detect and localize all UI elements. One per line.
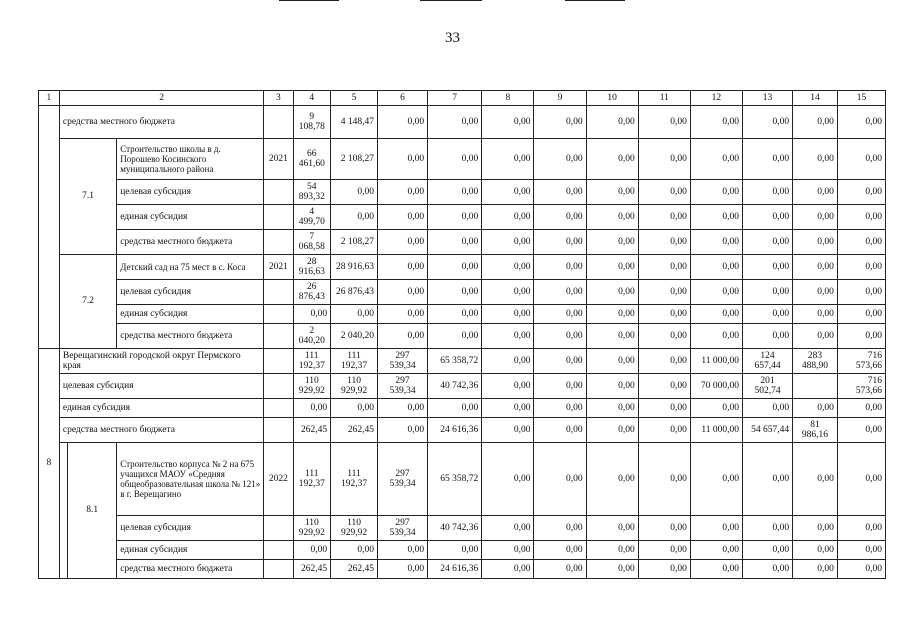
value-cell: 0,00 <box>586 560 638 579</box>
row-name-cell: целевая субсидия <box>117 516 264 541</box>
value-cell: 297 539,34 <box>378 516 428 541</box>
col-num-10: 10 <box>586 91 638 106</box>
row-name-cell: Верещагинский городской округ Пермского края <box>59 349 263 374</box>
col-num-1: 1 <box>39 91 60 106</box>
value-cell: 0,00 <box>638 418 690 443</box>
value-cell: 11 000,00 <box>690 349 742 374</box>
value-cell: 0,00 <box>428 399 482 418</box>
value-cell: 40 742,36 <box>428 516 482 541</box>
value-cell: 0,00 <box>586 305 638 324</box>
value-cell: 0,00 <box>638 305 690 324</box>
value-cell: 297 539,34 <box>378 349 428 374</box>
year-cell <box>264 541 293 560</box>
value-cell: 201 502,74 <box>743 374 793 399</box>
value-cell: 28 916,63 <box>293 255 331 280</box>
value-cell: 0,00 <box>428 280 482 305</box>
value-cell: 0,00 <box>586 180 638 205</box>
table-row <box>39 374 886 399</box>
value-cell: 0,00 <box>743 255 793 280</box>
row-name-cell: средства местного бюджета <box>117 324 264 349</box>
subgroup-number: 7.2 <box>59 255 116 349</box>
value-cell: 0,00 <box>428 180 482 205</box>
value-cell: 0,00 <box>638 443 690 516</box>
value-cell: 0,00 <box>793 106 838 139</box>
value-cell: 0,00 <box>690 106 742 139</box>
value-cell: 0,00 <box>837 516 885 541</box>
value-cell: 0,00 <box>638 139 690 180</box>
value-cell: 262,45 <box>331 560 378 579</box>
header-rule-center <box>420 0 482 1</box>
year-cell <box>264 516 293 541</box>
value-cell: 0,00 <box>638 280 690 305</box>
value-cell: 0,00 <box>837 106 885 139</box>
value-cell: 0,00 <box>482 399 534 418</box>
value-cell: 0,00 <box>690 230 742 255</box>
value-cell: 2 040,20 <box>293 324 331 349</box>
value-cell: 0,00 <box>638 374 690 399</box>
table-row <box>39 443 886 516</box>
value-cell: 0,00 <box>793 541 838 560</box>
value-cell: 0,00 <box>690 255 742 280</box>
value-cell: 0,00 <box>793 255 838 280</box>
value-cell: 0,00 <box>690 180 742 205</box>
value-cell: 0,00 <box>837 560 885 579</box>
row-name-cell: единая субсидия <box>117 205 264 230</box>
table-row <box>39 139 886 180</box>
table-row <box>39 541 886 560</box>
value-cell: 0,00 <box>428 541 482 560</box>
value-cell: 0,00 <box>293 541 331 560</box>
table-row <box>39 560 886 579</box>
value-cell: 0,00 <box>743 106 793 139</box>
value-cell: 0,00 <box>534 516 586 541</box>
table-row <box>39 324 886 349</box>
value-cell: 0,00 <box>743 541 793 560</box>
table-row <box>39 418 886 443</box>
value-cell: 0,00 <box>743 205 793 230</box>
value-cell: 0,00 <box>690 280 742 305</box>
value-cell: 2 108,27 <box>331 139 378 180</box>
row-name-cell: средства местного бюджета <box>59 418 263 443</box>
year-cell: 2022 <box>264 443 293 516</box>
col-num-4: 4 <box>293 91 331 106</box>
value-cell: 0,00 <box>638 205 690 230</box>
value-cell: 0,00 <box>743 280 793 305</box>
value-cell: 716 573,66 <box>837 349 885 374</box>
value-cell: 0,00 <box>638 349 690 374</box>
row-name-cell: Строительство школы в д. Порошево Косинского муниципального района <box>117 139 264 180</box>
value-cell: 0,00 <box>837 280 885 305</box>
value-cell: 0,00 <box>482 255 534 280</box>
table-row <box>39 106 886 139</box>
year-cell <box>264 230 293 255</box>
value-cell: 297 539,34 <box>378 374 428 399</box>
value-cell: 0,00 <box>331 541 378 560</box>
year-cell <box>264 305 293 324</box>
value-cell: 297 539,34 <box>378 443 428 516</box>
value-cell: 0,00 <box>428 106 482 139</box>
value-cell: 111 192,37 <box>293 443 331 516</box>
col-num-11: 11 <box>638 91 690 106</box>
value-cell: 0,00 <box>837 255 885 280</box>
value-cell: 0,00 <box>837 230 885 255</box>
value-cell: 716 573,66 <box>837 374 885 399</box>
value-cell: 0,00 <box>482 560 534 579</box>
value-cell: 0,00 <box>378 541 428 560</box>
value-cell: 0,00 <box>482 205 534 230</box>
value-cell: 0,00 <box>743 516 793 541</box>
value-cell: 26 876,43 <box>293 280 331 305</box>
value-cell: 0,00 <box>586 324 638 349</box>
budget-table <box>38 90 886 579</box>
value-cell: 0,00 <box>743 180 793 205</box>
value-cell: 28 916,63 <box>331 255 378 280</box>
value-cell: 0,00 <box>482 418 534 443</box>
value-cell: 0,00 <box>743 139 793 180</box>
col-num-3: 3 <box>264 91 293 106</box>
header-rule-left <box>279 0 339 1</box>
value-cell: 0,00 <box>837 324 885 349</box>
value-cell: 0,00 <box>638 230 690 255</box>
value-cell: 0,00 <box>638 180 690 205</box>
value-cell: 0,00 <box>793 399 838 418</box>
value-cell: 0,00 <box>793 230 838 255</box>
table-row <box>39 399 886 418</box>
value-cell: 0,00 <box>378 205 428 230</box>
header-rule-right <box>565 0 625 1</box>
table-row <box>39 230 886 255</box>
value-cell: 262,45 <box>293 560 331 579</box>
value-cell: 0,00 <box>837 443 885 516</box>
year-cell: 2021 <box>264 255 293 280</box>
value-cell: 0,00 <box>690 305 742 324</box>
value-cell: 0,00 <box>638 324 690 349</box>
value-cell: 0,00 <box>690 560 742 579</box>
value-cell: 0,00 <box>793 516 838 541</box>
value-cell: 0,00 <box>638 399 690 418</box>
value-cell: 81 986,16 <box>793 418 838 443</box>
value-cell: 0,00 <box>534 443 586 516</box>
value-cell: 54 893,32 <box>293 180 331 205</box>
col-num-5: 5 <box>331 91 378 106</box>
table-row <box>39 305 886 324</box>
value-cell: 0,00 <box>534 418 586 443</box>
value-cell: 0,00 <box>586 230 638 255</box>
row-name-cell: единая субсидия <box>117 541 264 560</box>
year-cell <box>264 324 293 349</box>
value-cell: 0,00 <box>690 443 742 516</box>
row-name-cell: целевая субсидия <box>117 180 264 205</box>
value-cell: 0,00 <box>837 305 885 324</box>
value-cell: 0,00 <box>293 399 331 418</box>
value-cell: 2 108,27 <box>331 230 378 255</box>
value-cell: 0,00 <box>534 106 586 139</box>
value-cell: 0,00 <box>837 180 885 205</box>
value-cell: 0,00 <box>586 139 638 180</box>
year-cell <box>264 280 293 305</box>
value-cell: 0,00 <box>743 324 793 349</box>
row-group-cell <box>39 106 60 349</box>
value-cell: 0,00 <box>482 280 534 305</box>
row-name-cell: средства местного бюджета <box>117 230 264 255</box>
value-cell: 54 657,44 <box>743 418 793 443</box>
table-row <box>39 280 886 305</box>
value-cell: 0,00 <box>378 324 428 349</box>
value-cell: 0,00 <box>378 230 428 255</box>
row-name-cell: целевая субсидия <box>117 280 264 305</box>
value-cell: 111 192,37 <box>331 349 378 374</box>
value-cell: 0,00 <box>638 560 690 579</box>
year-cell <box>264 560 293 579</box>
value-cell: 0,00 <box>793 560 838 579</box>
value-cell: 262,45 <box>293 418 331 443</box>
value-cell: 262,45 <box>331 418 378 443</box>
col-num-7: 7 <box>428 91 482 106</box>
row-name-cell: единая субсидия <box>59 399 263 418</box>
value-cell: 110 929,92 <box>293 374 331 399</box>
value-cell: 0,00 <box>378 418 428 443</box>
group-number: 8 <box>39 349 60 579</box>
value-cell: 0,00 <box>837 399 885 418</box>
value-cell: 0,00 <box>534 280 586 305</box>
value-cell: 0,00 <box>482 324 534 349</box>
value-cell: 0,00 <box>482 443 534 516</box>
year-cell <box>264 205 293 230</box>
row-name-cell: средства местного бюджета <box>117 560 264 579</box>
value-cell: 0,00 <box>638 255 690 280</box>
value-cell: 40 742,36 <box>428 374 482 399</box>
value-cell: 0,00 <box>534 541 586 560</box>
value-cell: 70 000,00 <box>690 374 742 399</box>
year-cell <box>264 349 293 374</box>
value-cell: 0,00 <box>378 255 428 280</box>
value-cell: 0,00 <box>743 230 793 255</box>
value-cell: 0,00 <box>743 399 793 418</box>
value-cell: 0,00 <box>586 106 638 139</box>
year-cell <box>264 374 293 399</box>
value-cell: 0,00 <box>331 305 378 324</box>
value-cell: 0,00 <box>534 349 586 374</box>
value-cell: 4 499,70 <box>293 205 331 230</box>
value-cell: 65 358,72 <box>428 443 482 516</box>
value-cell: 0,00 <box>428 139 482 180</box>
row-name-cell: средства местного бюджета <box>59 106 263 139</box>
value-cell: 0,00 <box>378 280 428 305</box>
value-cell: 0,00 <box>293 305 331 324</box>
value-cell: 0,00 <box>482 374 534 399</box>
table-row <box>39 349 886 374</box>
value-cell: 0,00 <box>690 399 742 418</box>
value-cell: 0,00 <box>428 305 482 324</box>
value-cell: 110 929,92 <box>331 374 378 399</box>
value-cell: 0,00 <box>378 139 428 180</box>
year-cell <box>264 399 293 418</box>
row-name-cell: Детский сад на 75 мест в с. Коса <box>117 255 264 280</box>
col-num-9: 9 <box>534 91 586 106</box>
value-cell: 0,00 <box>793 205 838 230</box>
value-cell: 110 929,92 <box>293 516 331 541</box>
col-num-12: 12 <box>690 91 742 106</box>
value-cell: 0,00 <box>428 230 482 255</box>
value-cell: 0,00 <box>534 205 586 230</box>
value-cell: 0,00 <box>378 305 428 324</box>
value-cell: 0,00 <box>586 280 638 305</box>
value-cell: 0,00 <box>482 541 534 560</box>
value-cell: 111 192,37 <box>293 349 331 374</box>
value-cell: 0,00 <box>482 516 534 541</box>
value-cell: 0,00 <box>793 139 838 180</box>
value-cell: 283 488,90 <box>793 349 838 374</box>
col-num-8: 8 <box>482 91 534 106</box>
value-cell: 0,00 <box>428 205 482 230</box>
table-row <box>39 205 886 230</box>
value-cell: 26 876,43 <box>331 280 378 305</box>
value-cell: 0,00 <box>793 443 838 516</box>
subgroup-number: 8.1 <box>68 443 117 579</box>
value-cell: 0,00 <box>482 305 534 324</box>
value-cell: 0,00 <box>690 324 742 349</box>
value-cell: 0,00 <box>638 106 690 139</box>
value-cell <box>793 374 838 399</box>
value-cell: 110 929,92 <box>331 516 378 541</box>
value-cell: 2 040,20 <box>331 324 378 349</box>
year-cell <box>264 418 293 443</box>
value-cell: 0,00 <box>428 255 482 280</box>
value-cell: 11 000,00 <box>690 418 742 443</box>
value-cell: 0,00 <box>837 139 885 180</box>
value-cell: 0,00 <box>331 205 378 230</box>
value-cell: 0,00 <box>586 255 638 280</box>
table-row <box>39 516 886 541</box>
value-cell: 0,00 <box>482 180 534 205</box>
year-cell: 2021 <box>264 139 293 180</box>
value-cell: 0,00 <box>378 399 428 418</box>
value-cell: 4 148,47 <box>331 106 378 139</box>
value-cell: 0,00 <box>534 180 586 205</box>
value-cell: 0,00 <box>378 106 428 139</box>
value-cell: 0,00 <box>586 443 638 516</box>
value-cell: 0,00 <box>586 349 638 374</box>
value-cell: 0,00 <box>638 541 690 560</box>
value-cell: 0,00 <box>690 516 742 541</box>
col-num-14: 14 <box>793 91 838 106</box>
row-name-cell: Строительство корпуса № 2 на 675 учащихся МАОУ «Средняя общеобразовательная школа № 121» в г. Верещагино <box>117 443 264 516</box>
value-cell: 0,00 <box>837 541 885 560</box>
value-cell: 0,00 <box>837 418 885 443</box>
value-cell: 24 616,36 <box>428 418 482 443</box>
row-name-cell: единая субсидия <box>117 305 264 324</box>
value-cell: 0,00 <box>482 349 534 374</box>
value-cell: 0,00 <box>793 180 838 205</box>
table-row <box>39 180 886 205</box>
value-cell: 24 616,36 <box>428 560 482 579</box>
value-cell: 111 192,37 <box>331 443 378 516</box>
value-cell: 0,00 <box>743 305 793 324</box>
col-num-13: 13 <box>743 91 793 106</box>
value-cell: 0,00 <box>331 399 378 418</box>
year-cell <box>264 180 293 205</box>
value-cell: 0,00 <box>428 324 482 349</box>
value-cell: 0,00 <box>837 205 885 230</box>
year-cell <box>264 106 293 139</box>
value-cell: 0,00 <box>534 560 586 579</box>
value-cell: 0,00 <box>793 305 838 324</box>
value-cell: 0,00 <box>534 374 586 399</box>
value-cell: 0,00 <box>793 280 838 305</box>
value-cell: 66 461,60 <box>293 139 331 180</box>
value-cell: 0,00 <box>586 516 638 541</box>
value-cell: 0,00 <box>743 443 793 516</box>
value-cell: 7 068,58 <box>293 230 331 255</box>
value-cell: 0,00 <box>482 139 534 180</box>
value-cell: 0,00 <box>534 324 586 349</box>
value-cell: 0,00 <box>638 516 690 541</box>
page-number: 33 <box>445 30 460 46</box>
value-cell: 0,00 <box>482 106 534 139</box>
col-num-6: 6 <box>378 91 428 106</box>
table-row <box>39 255 886 280</box>
value-cell: 9 108,78 <box>293 106 331 139</box>
value-cell: 0,00 <box>331 180 378 205</box>
value-cell: 0,00 <box>378 180 428 205</box>
value-cell: 0,00 <box>586 205 638 230</box>
value-cell: 0,00 <box>586 418 638 443</box>
column-number-row <box>39 91 886 106</box>
value-cell: 0,00 <box>534 399 586 418</box>
subgroup-number: 7.1 <box>59 139 116 255</box>
value-cell: 0,00 <box>534 305 586 324</box>
subgroup-spacer <box>59 443 67 579</box>
value-cell: 0,00 <box>586 399 638 418</box>
value-cell: 0,00 <box>793 324 838 349</box>
value-cell: 0,00 <box>690 541 742 560</box>
col-num-2: 2 <box>59 91 263 106</box>
row-name-cell: целевая субсидия <box>59 374 263 399</box>
value-cell: 0,00 <box>586 541 638 560</box>
value-cell: 124 657,44 <box>743 349 793 374</box>
value-cell: 0,00 <box>534 255 586 280</box>
value-cell: 0,00 <box>378 560 428 579</box>
value-cell: 0,00 <box>534 139 586 180</box>
value-cell: 0,00 <box>586 374 638 399</box>
value-cell: 0,00 <box>690 205 742 230</box>
value-cell: 0,00 <box>690 139 742 180</box>
value-cell: 65 358,72 <box>428 349 482 374</box>
value-cell: 0,00 <box>482 230 534 255</box>
value-cell: 0,00 <box>743 560 793 579</box>
col-num-15: 15 <box>837 91 885 106</box>
value-cell: 0,00 <box>534 230 586 255</box>
